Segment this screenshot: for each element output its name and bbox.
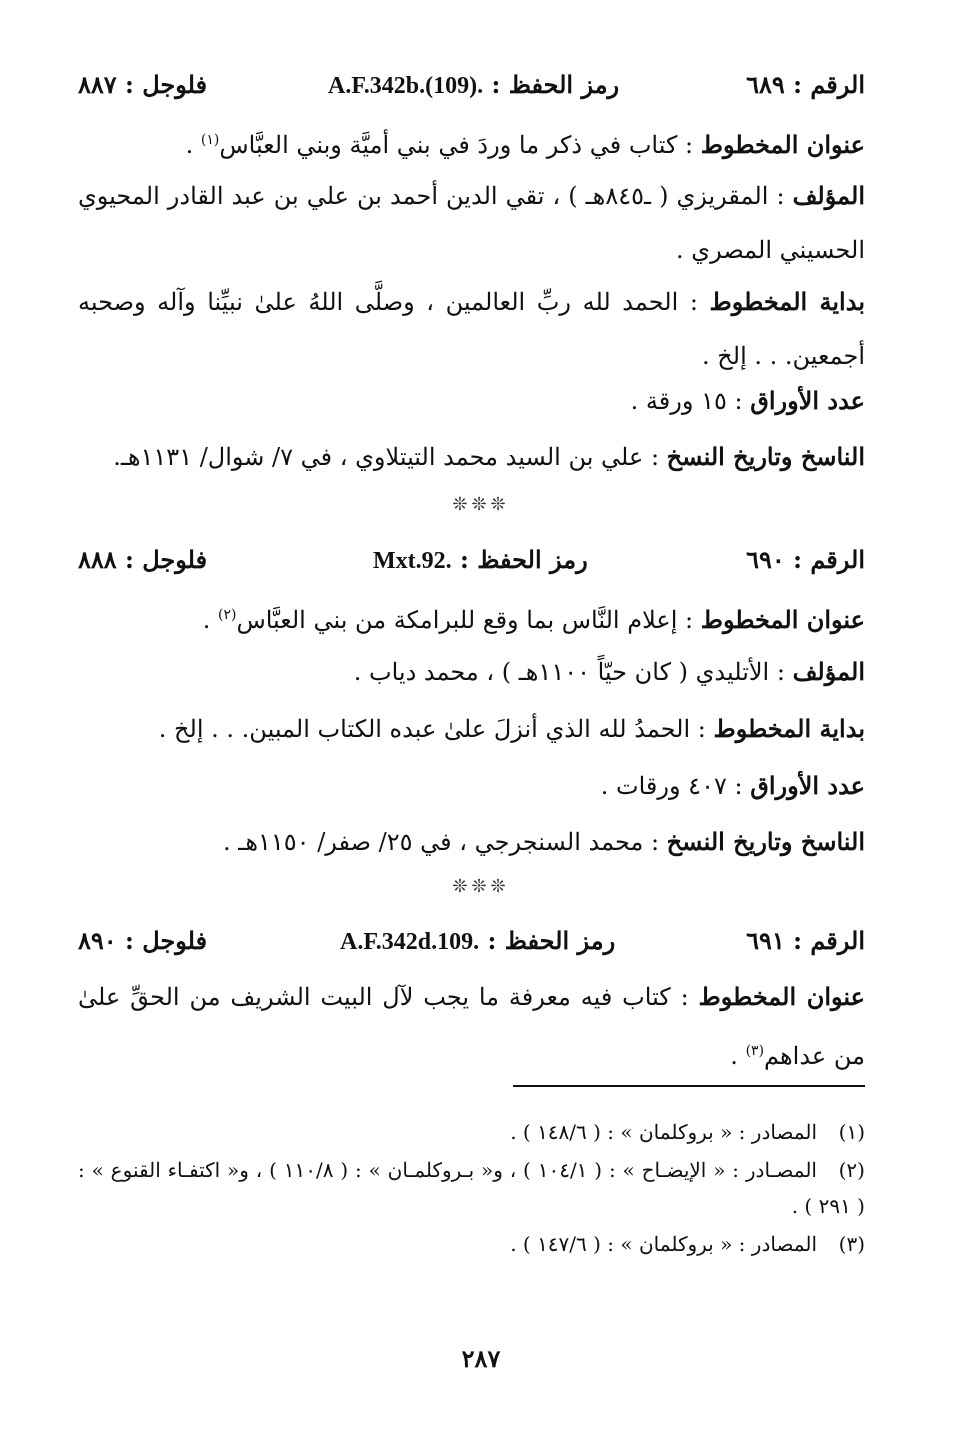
leaves-text: : ١٥ ورقة . xyxy=(630,387,743,415)
copyist-date xyxy=(78,430,865,484)
footnote-rule xyxy=(513,1085,865,1087)
entry-number: الرقم : ٦٩٠ xyxy=(746,545,865,574)
author-text: : المقريزي ( ـ٨٤٥هـ ) ، تقي الدين أحمد بن علي بن عبد القادر المحيوي الحسيني المصري . xyxy=(78,182,865,264)
footnote-ref: (١) xyxy=(200,132,220,148)
copyist-text: : علي بن السيد محمد التيتلاوي ، في ٧/ شوال/ ١١٣١هـ. xyxy=(113,443,660,471)
leaves-count xyxy=(78,759,865,813)
author xyxy=(78,645,865,699)
title-label: عنوان المخطوط xyxy=(700,130,865,159)
title-text: : إعلام النَّاس بما وقع للبرامكة من بني العبَّاس xyxy=(236,606,694,634)
separator: ❊❊❊ xyxy=(452,494,510,515)
footnote xyxy=(78,1114,865,1150)
manuscript-beginning xyxy=(78,275,865,383)
copyist-label: الناسخ وتاريخ النسخ xyxy=(666,827,865,856)
footnote-ref: (٣) xyxy=(745,1043,765,1059)
fluegel-number: فلوجل : ٨٩٠ xyxy=(78,926,208,955)
leaves-label: عدد الأوراق xyxy=(750,386,865,415)
fluegel-number: فلوجل : ٨٨٧ xyxy=(78,70,208,99)
author-text: : الأتليدي ( كان حيّاً ١١٠٠هـ ) ، محمد دياب . xyxy=(353,658,785,686)
entry-number: الرقم : ٦٨٩ xyxy=(746,70,865,99)
beginning-label: بداية المخطوط xyxy=(709,287,865,316)
entry-header xyxy=(78,66,865,106)
beginning-label: بداية المخطوط xyxy=(713,714,865,743)
shelfmark xyxy=(340,926,615,956)
shelfmark-label: رمز الحفظ : xyxy=(487,926,616,955)
manuscript-title: عنوان المخطوط : كتاب فيه معرفة ما يجب لآل البيت الشريف من الحقِّ علىٰ من عداهم$^{(٣)}$ . xyxy=(78,982,865,1070)
title-text: : كتاب فيه معرفة ما يجب لآل البيت الشريف من الحقِّ علىٰ من عداهم xyxy=(78,983,865,1070)
footnote-text: المصادر : « بروكلمان » : ( ١٤٨/٦ ) . xyxy=(510,1120,817,1144)
footnote-number: (٣) xyxy=(838,1232,865,1256)
entry-header xyxy=(78,922,865,962)
beginning-text: : الحمد لله ربِّ العالمين ، وصلَّى اللهُ علىٰ نبيِّنا وآله وصحبه أجمعين. . . إلخ . xyxy=(78,288,865,370)
footnote xyxy=(78,1226,865,1262)
entry-header xyxy=(78,541,865,581)
footnote-text: المصـادر : « الإيضـاح » : ( ١٠٤/١ ) ، و« بـروكلمـان » : ( ١١٠/٨ ) ، و« اكتفـاء القنوع » : ( ٢٩١ ) . xyxy=(78,1158,865,1218)
separator: ❊❊❊ xyxy=(452,876,510,897)
shelfmark-label: رمز الحفظ : xyxy=(460,545,588,574)
copyist-date xyxy=(78,815,865,869)
leaves-count xyxy=(78,374,865,428)
title-label: عنوان المخطوط xyxy=(698,982,865,1011)
title-text: : كتاب في ذكر ما وردَ في بني أميَّة وبني العبَّاس xyxy=(219,131,694,159)
shelfmark-label: رمز الحفظ : xyxy=(491,70,620,99)
footnote-text: المصادر : « بروكلمان » : ( ١٤٧/٦ ) . xyxy=(510,1232,817,1256)
manuscript-title: عنوان المخطوط : كتاب في ذكر ما وردَ في بني أميَّة وبني العبَّاس$^{(١)}$ . xyxy=(185,130,865,159)
leaves-text: : ٤٠٧ ورقات . xyxy=(600,772,743,800)
entry-number: الرقم : ٦٩١ xyxy=(746,926,865,955)
shelfmark xyxy=(328,70,619,100)
footnote-number: (٢) xyxy=(838,1158,865,1182)
author xyxy=(78,169,865,277)
copyist-label: الناسخ وتاريخ النسخ xyxy=(666,442,865,471)
leaves-label: عدد الأوراق xyxy=(750,771,865,800)
footnote xyxy=(78,1152,865,1224)
author-label: المؤلف xyxy=(792,181,865,210)
footnote-number: (١) xyxy=(838,1120,865,1144)
author-label: المؤلف xyxy=(792,657,865,686)
beginning-text: : الحمدُ لله الذي أنزلَ علىٰ عبده الكتاب المبين. . . إلخ . xyxy=(158,715,706,743)
shelfmark xyxy=(373,545,588,575)
footnote-ref: (٢) xyxy=(217,607,237,623)
copyist-text: : محمد السنجرجي ، في ٢٥/ صفر/ ١١٥٠هـ . xyxy=(223,828,660,856)
manuscript-beginning xyxy=(78,702,865,756)
shelfmark-value: Mxt.92. xyxy=(373,548,452,574)
shelfmark-value: A.F.342d.109. xyxy=(340,929,480,955)
shelfmark-value: A.F.342b.(109). xyxy=(328,73,484,99)
page-number: ٢٨٧ xyxy=(461,1344,501,1373)
fluegel-number: فلوجل : ٨٨٨ xyxy=(78,545,208,574)
title-label: عنوان المخطوط xyxy=(700,605,865,634)
manuscript-title: عنوان المخطوط : إعلام النَّاس بما وقع للبرامكة من بني العبَّاس$^{(٢)}$ . xyxy=(202,605,865,634)
